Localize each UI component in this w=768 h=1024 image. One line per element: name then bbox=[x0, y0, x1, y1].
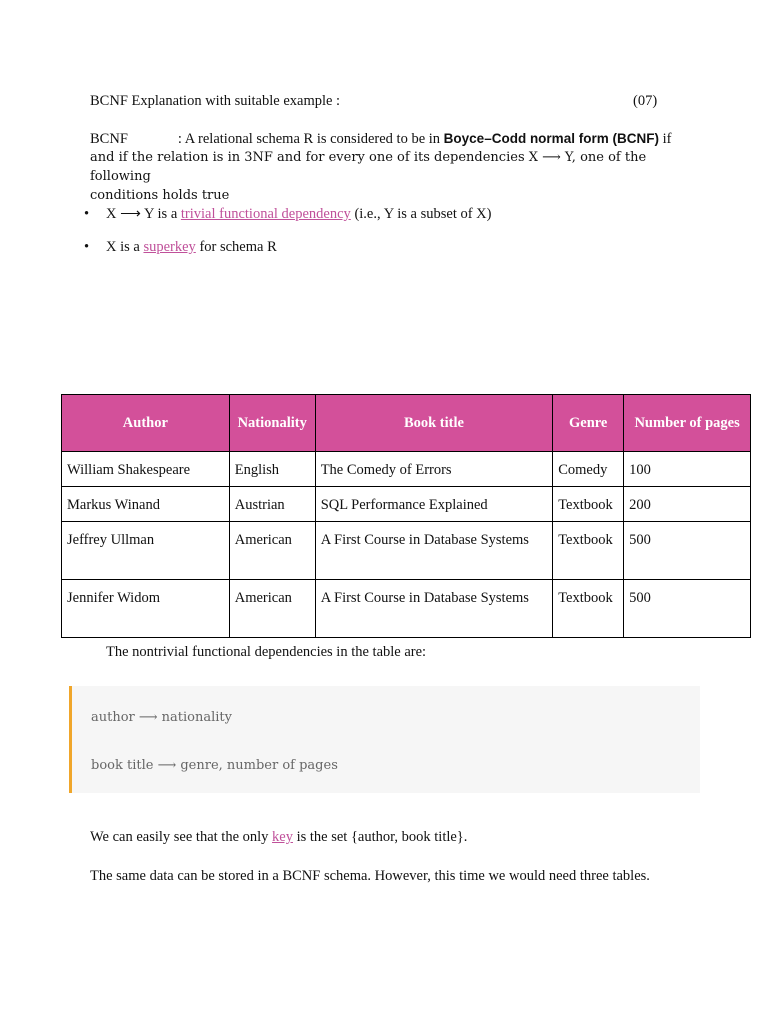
superkey-link[interactable]: superkey bbox=[143, 239, 196, 255]
key-sentence-text: is the set {author, book title}. bbox=[292, 829, 468, 845]
table-row bbox=[62, 452, 751, 487]
bcnf-definition bbox=[90, 130, 690, 205]
table-cell: 500 bbox=[624, 522, 751, 580]
key-sentence bbox=[90, 829, 467, 846]
definition-bold-term: Boyce–Codd normal form (BCNF) bbox=[443, 131, 659, 146]
dependency-line: book title ⟶ genre, number of pages bbox=[91, 758, 338, 773]
dependency-line: author ⟶ nationality bbox=[91, 710, 233, 725]
table-cell: Comedy bbox=[553, 452, 624, 487]
table-cell: Jeffrey Ullman bbox=[62, 522, 230, 580]
header-author: Author bbox=[62, 395, 230, 452]
marks-label: (07) bbox=[633, 93, 658, 109]
dependencies-block bbox=[69, 686, 700, 793]
list-item bbox=[84, 206, 492, 239]
header-genre: Genre bbox=[553, 395, 624, 452]
definition-part2: if bbox=[658, 131, 672, 147]
table-cell: Textbook bbox=[553, 580, 624, 638]
bullet-icon: • bbox=[84, 239, 90, 255]
table-cell: American bbox=[229, 522, 315, 580]
definition-part1: : A relational schema R is considered to be in bbox=[177, 131, 444, 147]
table-cell: A First Course in Database Systems bbox=[315, 580, 553, 638]
bcnf-label: BCNF bbox=[90, 131, 128, 147]
list-item bbox=[84, 239, 492, 272]
trivial-fd-link[interactable]: trivial functional dependency bbox=[180, 206, 351, 222]
section-heading: BCNF Explanation with suitable example : bbox=[90, 93, 341, 109]
table-cell: The Comedy of Errors bbox=[315, 452, 553, 487]
bullet-text: X ⟶ Y is a bbox=[106, 206, 181, 222]
table-row bbox=[62, 487, 751, 522]
bullet-text: (i.e., Y is a subset of X) bbox=[350, 206, 492, 222]
nontrivial-intro: The nontrivial functional dependencies in the table are: bbox=[106, 644, 427, 660]
header-pages: Number of pages bbox=[624, 395, 751, 452]
same-data-sentence: The same data can be stored in a BCNF schema. However, this time we would need three tables. bbox=[90, 868, 650, 884]
table-header-row bbox=[62, 395, 751, 452]
table-cell: English bbox=[229, 452, 315, 487]
bullet-text: for schema R bbox=[195, 239, 277, 255]
table-cell: 200 bbox=[624, 487, 751, 522]
table-cell: American bbox=[229, 580, 315, 638]
key-sentence-text: We can easily see that the only bbox=[90, 829, 273, 845]
table-cell: SQL Performance Explained bbox=[315, 487, 553, 522]
table-cell: 100 bbox=[624, 452, 751, 487]
table-cell: Textbook bbox=[553, 487, 624, 522]
table-cell: Austrian bbox=[229, 487, 315, 522]
definition-line2: and if the relation is in 3NF and for every one of its dependencies X ⟶ Y, one of the following bbox=[90, 150, 647, 184]
condition-list bbox=[84, 206, 492, 272]
key-link[interactable]: key bbox=[272, 829, 293, 845]
table-row bbox=[62, 580, 751, 638]
table-cell: 500 bbox=[624, 580, 751, 638]
bullet-text: X is a bbox=[106, 239, 144, 255]
table-cell: Jennifer Widom bbox=[62, 580, 230, 638]
books-table bbox=[61, 394, 751, 638]
table-cell: Textbook bbox=[553, 522, 624, 580]
table-row bbox=[62, 522, 751, 580]
bullet-icon: • bbox=[84, 206, 90, 222]
table-cell: Markus Winand bbox=[62, 487, 230, 522]
header-book-title: Book title bbox=[315, 395, 553, 452]
header-nationality: Nationality bbox=[229, 395, 315, 452]
definition-line3: conditions holds true bbox=[90, 188, 230, 203]
table-cell: A First Course in Database Systems bbox=[315, 522, 553, 580]
table-cell: William Shakespeare bbox=[62, 452, 230, 487]
